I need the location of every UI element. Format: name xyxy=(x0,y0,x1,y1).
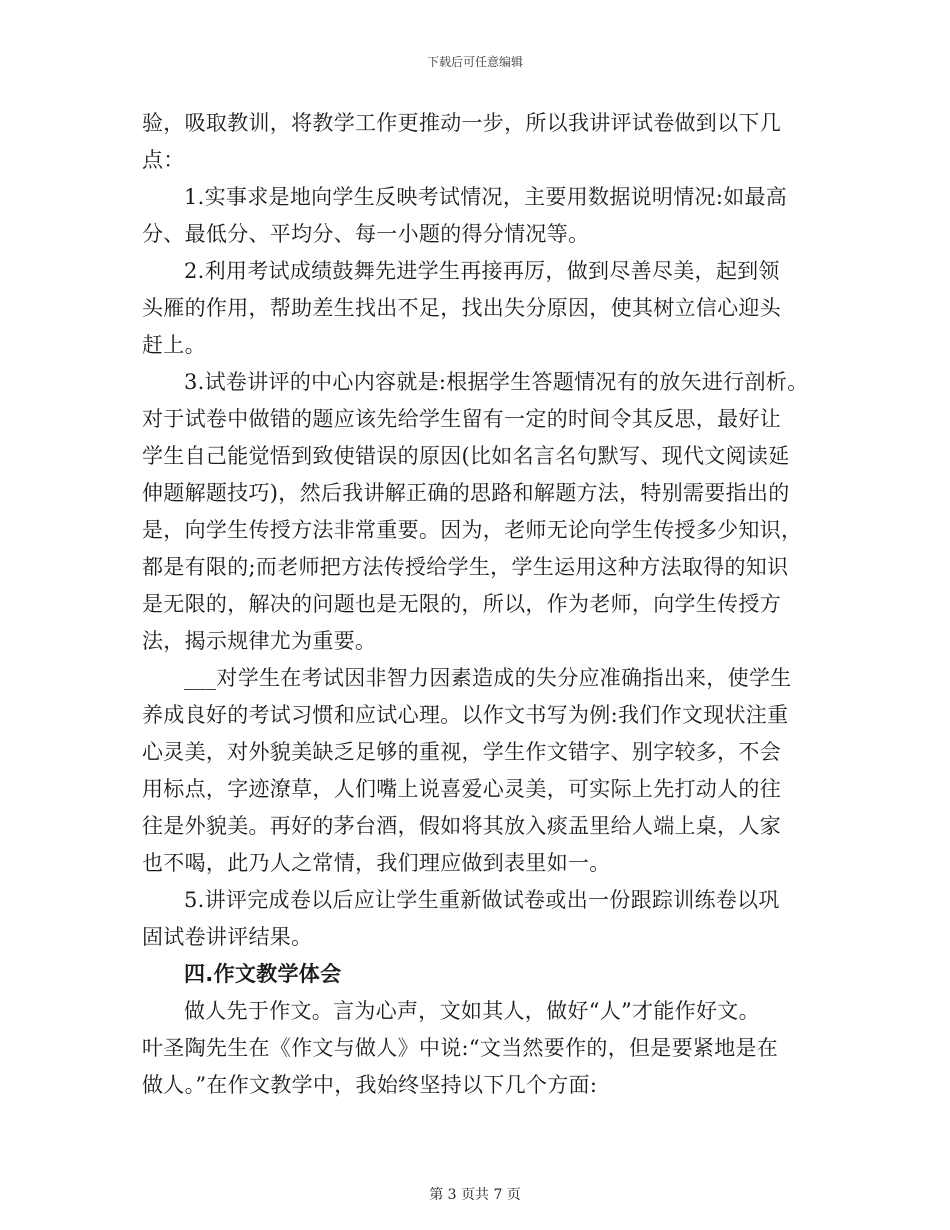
text-line: 1.实事求是地向学生反映考试情况，主要用数据说明情况:如最高 xyxy=(184,185,788,209)
text-line: 点： xyxy=(142,148,185,172)
text-line: 是无限的，解决的问题也是无限的，所以，作为老师，向学生传授方 xyxy=(142,592,781,616)
text-line: 分、最低分、平均分、每一小题的得分情况等。 xyxy=(142,222,590,246)
text-line: 往是外貌美。再好的茅台酒，假如将其放入痰盂里给人端上桌，人家 xyxy=(142,814,781,838)
text-line: 赶上。 xyxy=(142,333,206,357)
text-line: 用标点，字迹潦草，人们嘴上说喜爱心灵美，可实际上先打动人的往 xyxy=(142,777,781,801)
text-line: 对于试卷中做错的题应该先给学生留有一定的时间令其反思，最好让 xyxy=(142,407,781,431)
text-line: 头雁的作用，帮助差生找出不足，找出失分原因，使其树立信心迎头 xyxy=(142,296,781,320)
document-body xyxy=(142,105,814,1104)
text-line: 心灵美，对外貌美缺乏足够的重视，学生作文错字、别字较多，不会 xyxy=(142,740,781,764)
text-line: 3.试卷讲评的中心内容就是:根据学生答题情况有的放矢进行剖析。 xyxy=(184,370,809,394)
text-line: 叶圣陶先生在《作文与做人》中说:“文当然要作的，但是要紧地是在 xyxy=(142,1036,779,1060)
text-line: 做人先于作文。言为心声，文如其人，做好“人”才能作好文。 xyxy=(184,999,760,1023)
text-line: ___对学生在考试因非智力因素造成的失分应准确指出来，使学生 xyxy=(184,666,792,690)
text-line: 法，揭示规律尤为重要。 xyxy=(142,629,377,653)
text-line: 做人。”在作文教学中，我始终坚持以下几个方面: xyxy=(142,1073,598,1097)
text-line: 2.利用考试成绩鼓舞先进学生再接再厉，做到尽善尽美，起到领 xyxy=(184,259,780,283)
text-line: 伸题解题技巧)，然后我讲解正确的思路和解题方法，特别需要指出的 xyxy=(142,481,790,505)
page-header: 下载后可任意编辑 xyxy=(426,55,523,69)
section-heading: 四.作文教学体会 xyxy=(184,962,342,986)
text-line: 验，吸取教训，将教学工作更推动一步，所以我讲评试卷做到以下几 xyxy=(142,111,781,135)
text-line: 5.讲评完成卷以后应让学生重新做试卷或出一份跟踪训练卷以巩 xyxy=(184,888,780,912)
text-line: 固试卷讲评结果。 xyxy=(142,925,313,949)
text-line: 也不喝，此乃人之常情，我们理应做到表里如一。 xyxy=(142,851,611,875)
text-line: 是，向学生传授方法非常重要。因为，老师无论向学生传授多少知识， xyxy=(142,518,803,542)
text-line: 养成良好的考试习惯和应试心理。以作文书写为例:我们作文现状注重 xyxy=(142,703,789,727)
text-line: 学生自己能觉悟到致使错误的原因(比如名言名句默写、现代文阅读延 xyxy=(142,444,790,468)
text-line: 都是有限的;而老师把方法传授给学生，学生运用这种方法取得的知识 xyxy=(142,555,789,579)
page-number: 第 3 页共 7 页 xyxy=(429,1187,521,1203)
